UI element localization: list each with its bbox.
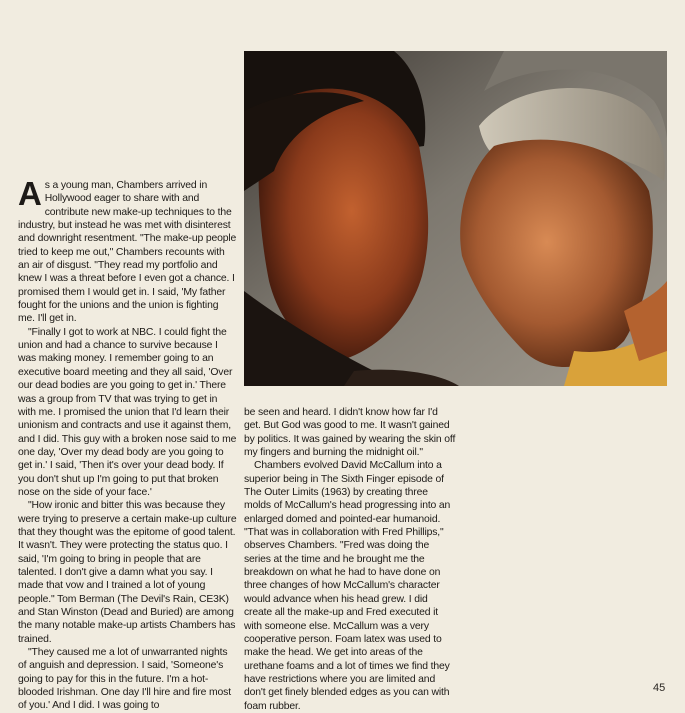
paragraph: "How ironic and bitter this was because they were trying to preserve a certain make-up culture that they thought was the epitome of good talent. It wasn't. They were protecting the status quo. I said, 'I'm going to bring in people that are talented. I don't give a damn what you say. I made that vow and I trained a lot of young people." Tom Berman (The Devil's Rain, CE3K) and Stan Winston (Dead and Buried) are among the many notable make-up artists Chambers has trained. [18, 500, 237, 645]
paragraph: As a young man, Chambers arrived in Hollywood eager to share with and contribute new make-up techniques to the industry, but instead he was met with disinterest and downright resentment. "The make-up people tried to keep me out," Chambers recounts with an air of disgust. "They read my portfolio and knew I was a threat before I even got a chance. I promised them I would get in. I said, 'My father fought for the unions and the union is fighting me. I'll get in. [18, 175, 237, 325]
drop-cap: A [18, 175, 42, 212]
text-column-right [244, 406, 457, 713]
page-number: 45 [653, 682, 666, 694]
paragraph: Chambers evolved David McCallum into a superior being in The Sixth Finger episode of The Outer Limits (1963) by creating three molds of McCallum's head progressing into an enlarged domed and pointed-ear humanoid. "That was in collaboration with Fred Phillips," observes Chambers. "Fred was doing the series at the time and he brought me the breakdown on what he had to have done on three changes of how McCallum's character would advance when his head grew. I did create all the make-up and Fred executed it with someone else. McCallum was a very cooperative person. Foam latex was used to make the head. We get into areas of the urethane foams and a lot of times we find they have restrictions where you are limited and don't get finely blended edges as you can with foam rubber. [244, 460, 451, 712]
text-column-left [18, 175, 237, 713]
paragraph: be seen and heard. I didn't know how far I'd get. But God was good to me. It wasn't gained by politics. It was gained by wearing the skin off my fingers and burning the midnight oil." [244, 407, 456, 459]
two-men-face-to-face-photo [244, 51, 667, 386]
paragraph: "They caused me a lot of unwarranted nights of anguish and depression. I said, 'Someone's going to pay for this in the future. I'm a hot-blooded Irishman. One day I'll hire and fire most of you.' And I did. I was going to [18, 647, 231, 712]
portrait-photo [244, 51, 667, 386]
paragraph: "Finally I got to work at NBC. I could fight the union and had a chance to survive because I was making money. I remember going to an executive board meeting and they all said, 'Over our dead bodies are you going to get in.' There was a group from TV that was trying to get in with me. I promised the union that I'd learn their unionism and contracts and use it against them, and I did. This guy with a broken nose said to me one day, 'Over my dead body are you going to get in.' I said, 'Then it's over your dead body. If you don't shut up I'm going to put that broken nose on the side of your face.' [18, 326, 237, 498]
